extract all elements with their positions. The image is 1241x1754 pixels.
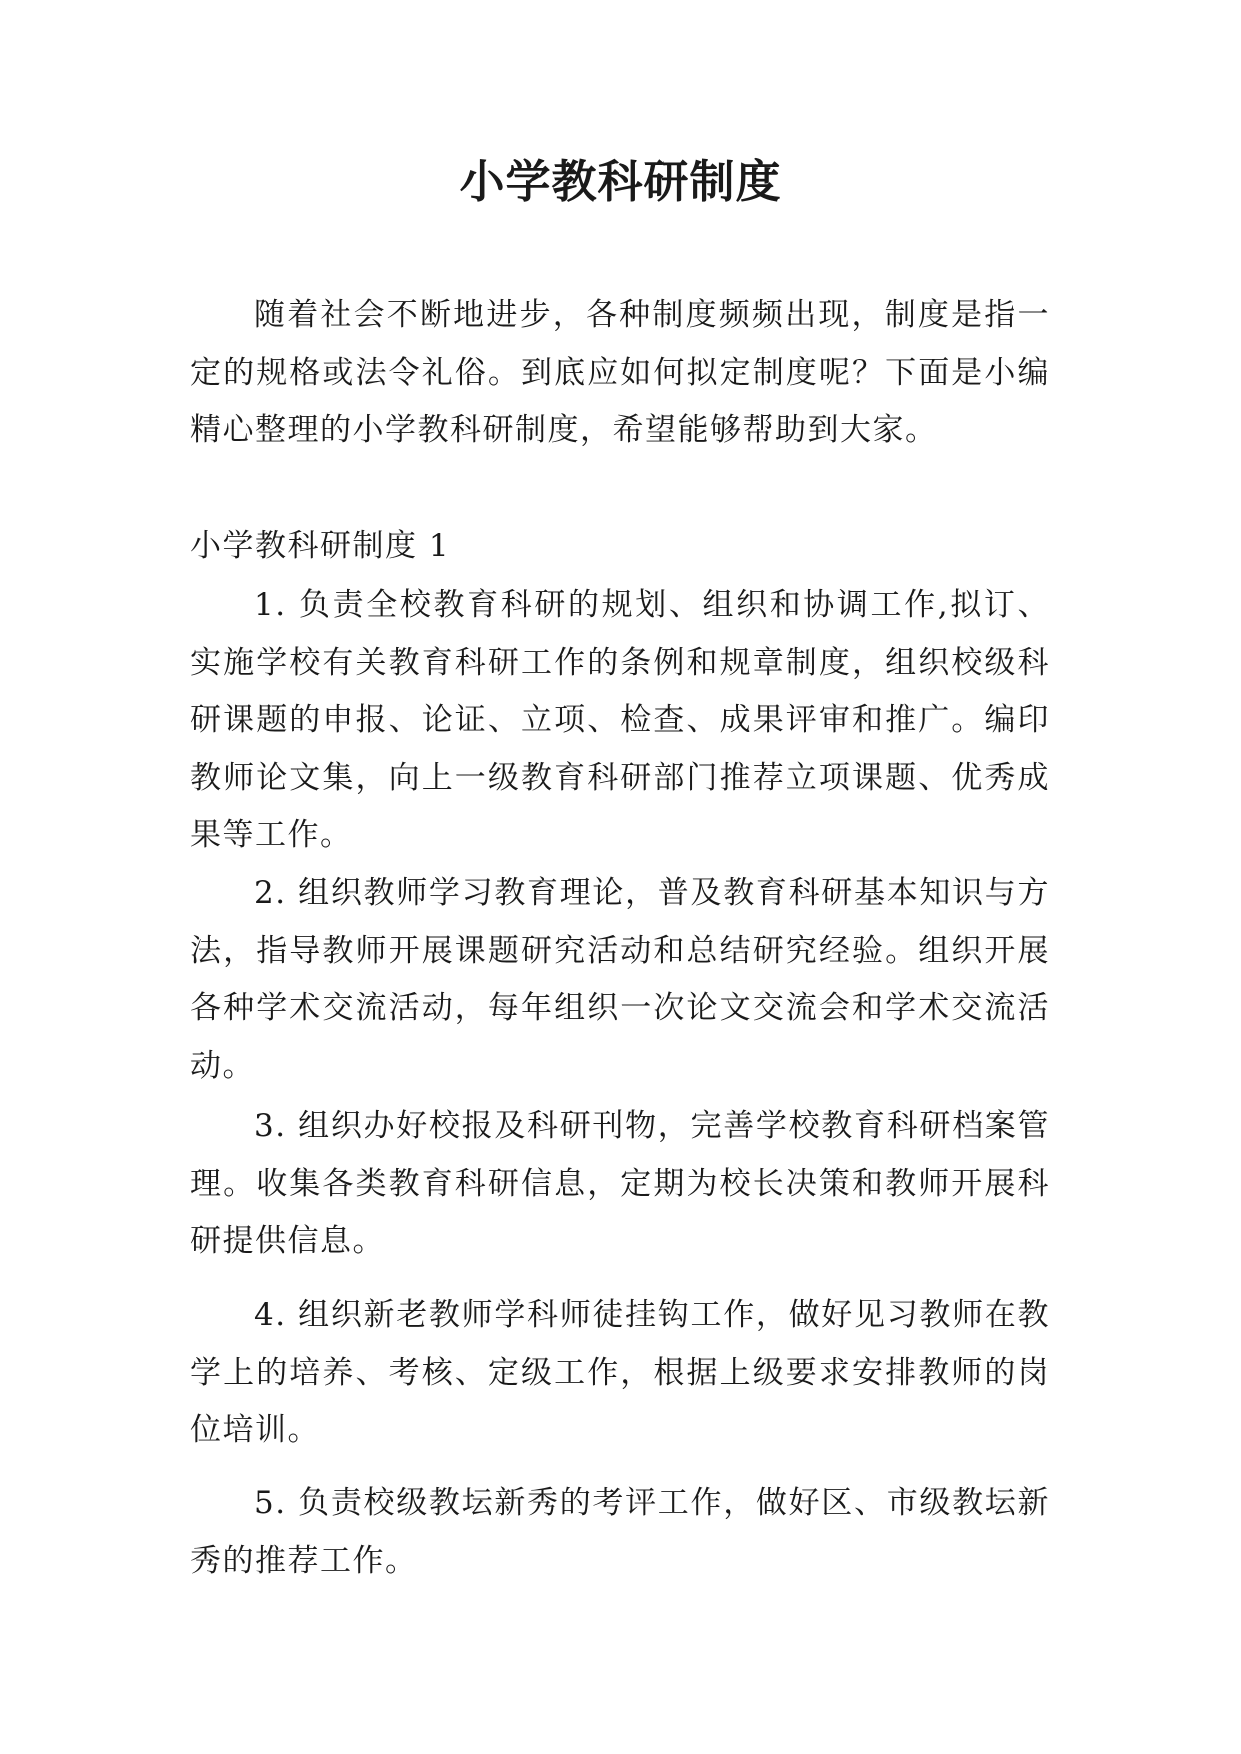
document-title: 小学教科研制度: [459, 155, 782, 208]
section-title: 小学教科研制度 1: [190, 528, 451, 564]
rule-item-5: 5. 负责校级教坛新秀的考评工作，做好区、市级教坛新秀的推荐工作。: [190, 1485, 1050, 1579]
rule-item-2: 2. 组织教师学习教育理论，普及教育科研基本知识与方法，指导教师开展课题研究活动和总结研究经验。组织开展各种学术交流活动，每年组织一次论文交流会和学术交流活动。: [190, 875, 1050, 1084]
rule-item-1: 1. 负责全校教育科研的规划、组织和协调工作,拟订、实施学校有关教育科研工作的条例和规章制度，组织校级科研课题的申报、论证、立项、检查、成果评审和推广。编印教师论文集，向上一级教育科研部门推荐立项课题、优秀成果等工作。: [190, 587, 1050, 854]
intro-paragraph: 随着社会不断地进步，各种制度频频出现，制度是指一定的规格或法令礼俗。到底应如何拟定制度呢？下面是小编精心整理的小学教科研制度，希望能够帮助到大家。: [190, 297, 1050, 449]
rule-item-4: 4. 组织新老教师学科师徒挂钩工作，做好见习教师在教学上的培养、考核、定级工作，根据上级要求安排教师的岗位培训。: [190, 1297, 1050, 1449]
rule-item-3: 3. 组织办好校报及科研刊物，完善学校教育科研档案管理。收集各类教育科研信息，定期为校长决策和教师开展科研提供信息。: [190, 1108, 1050, 1260]
